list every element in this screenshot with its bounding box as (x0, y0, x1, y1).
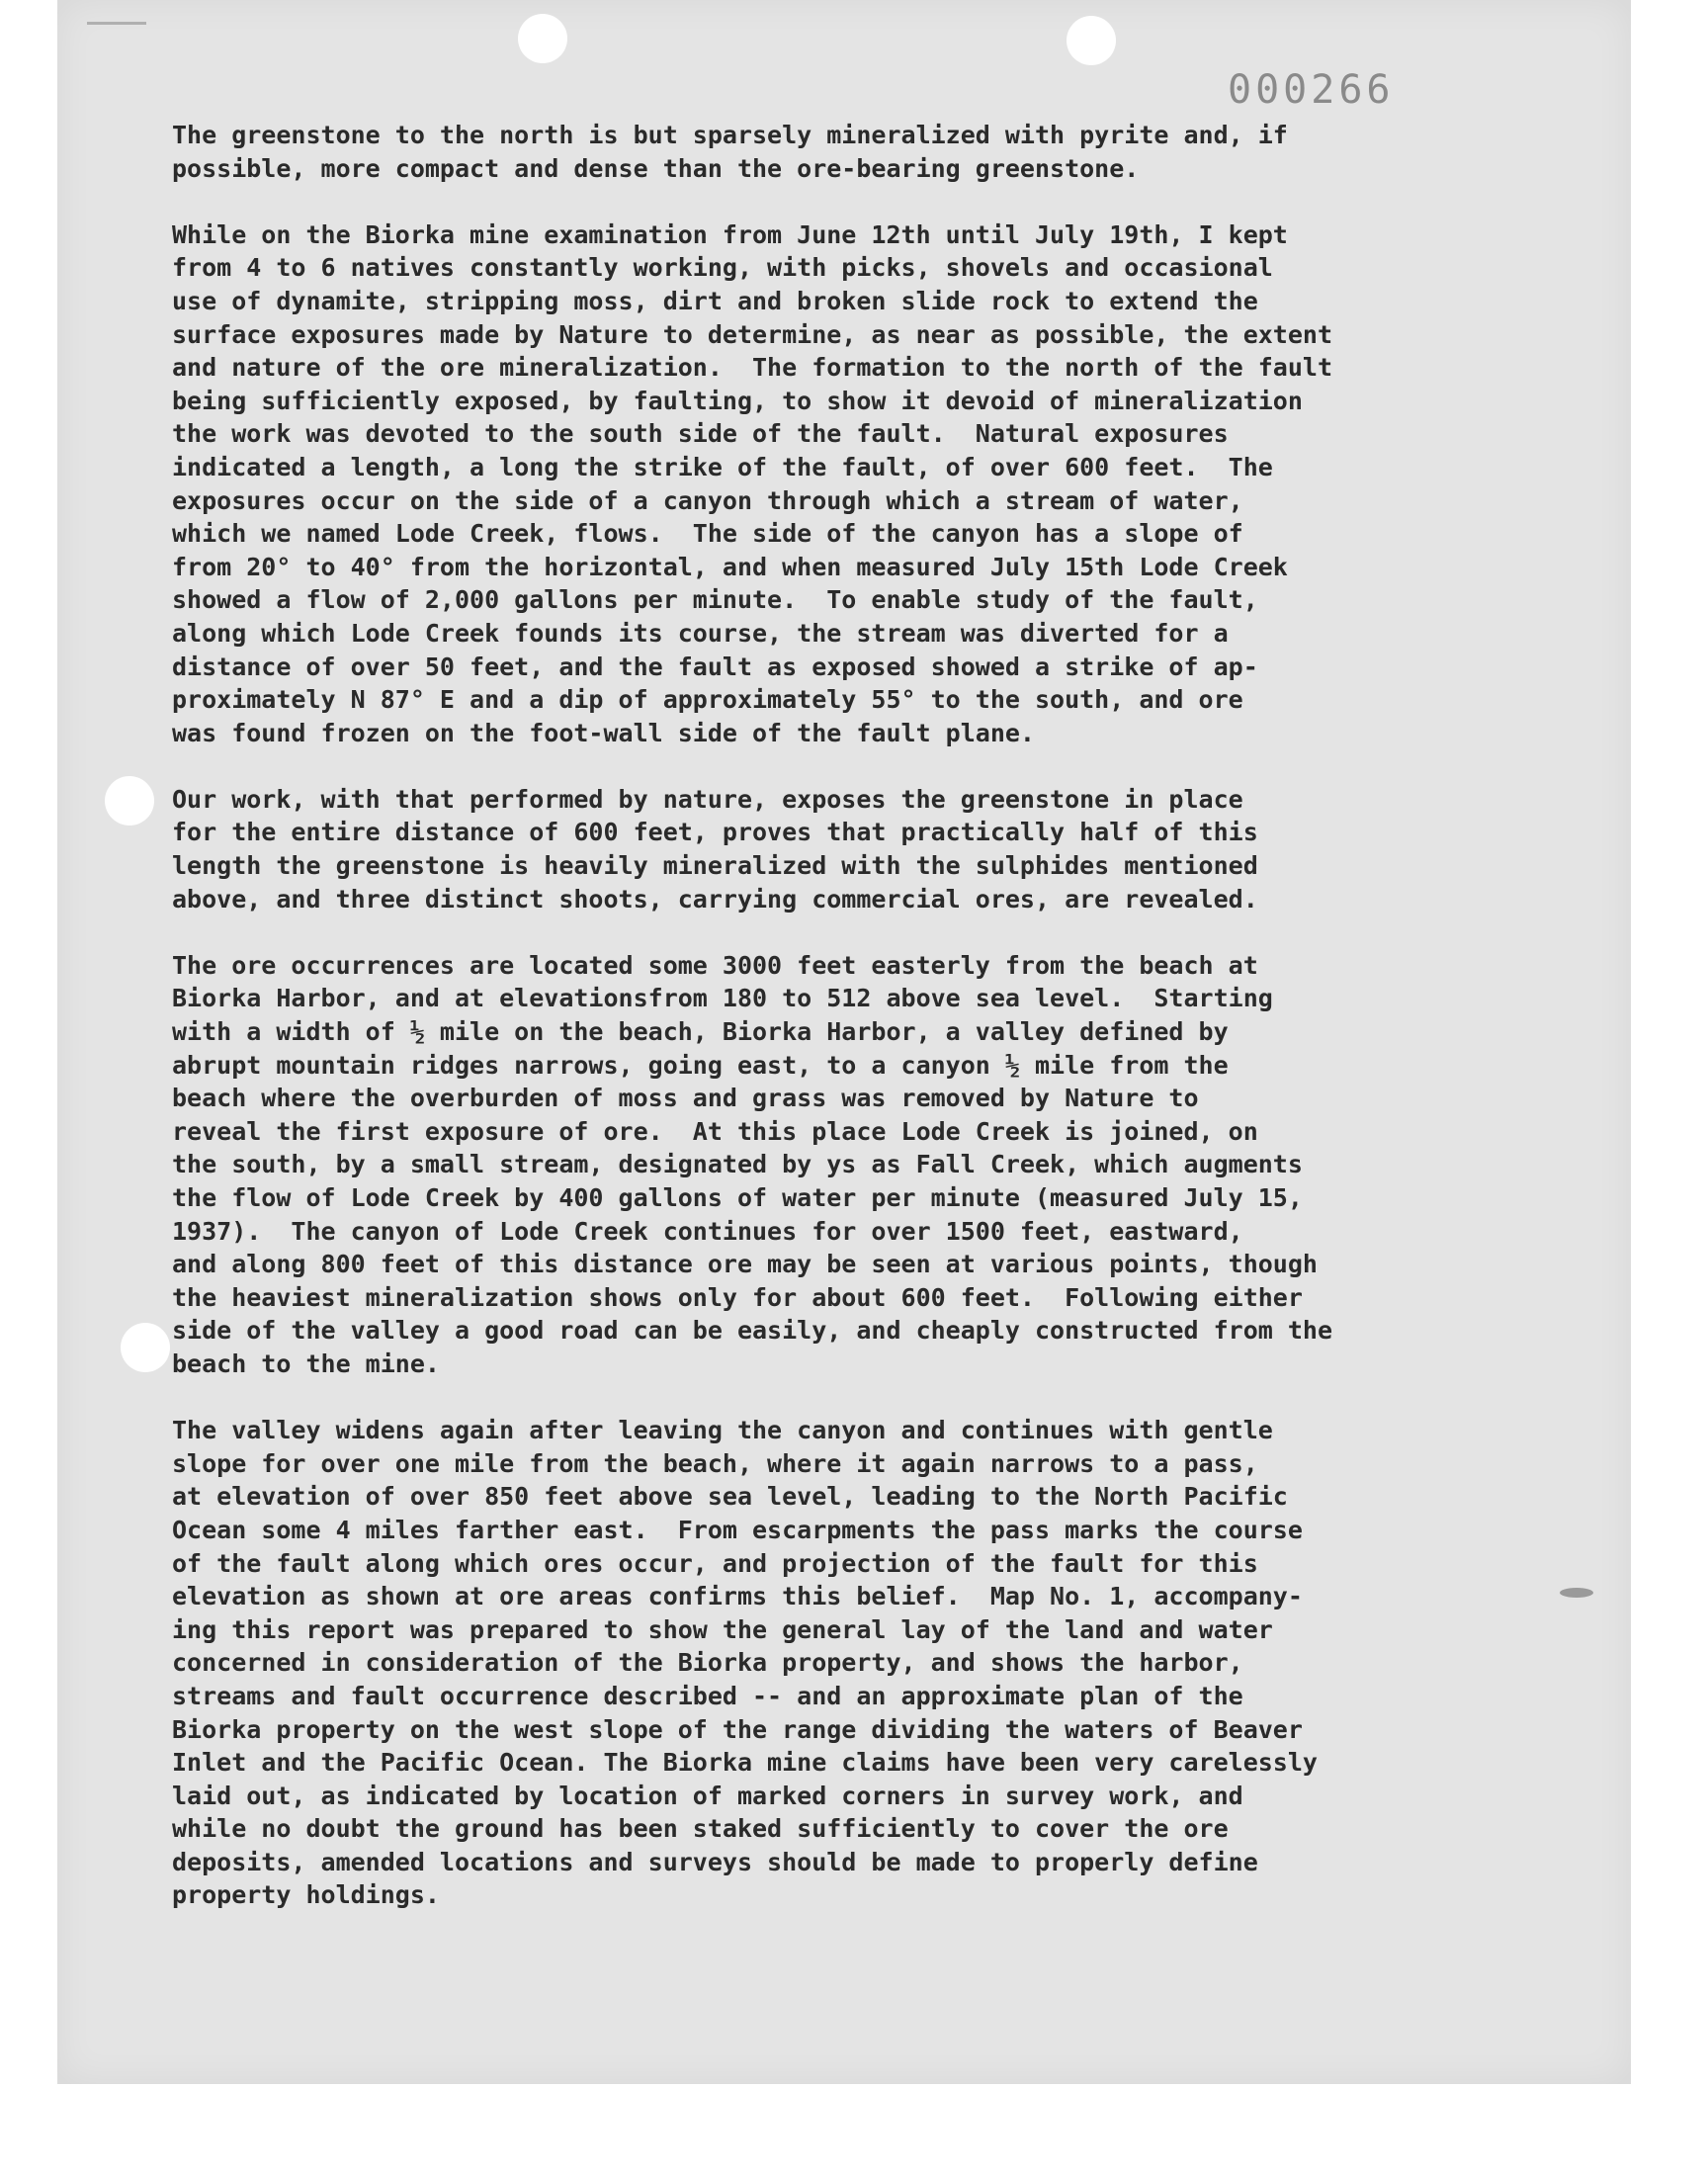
text-line: Ocean some 4 miles farther east. From escarpments the pass marks the course (172, 1515, 1303, 1544)
punch-hole (518, 14, 567, 63)
margin-mark (87, 22, 146, 25)
paragraph (172, 218, 1477, 750)
text-line: Our work, with that performed by nature, exposes the greenstone in place (172, 784, 1243, 814)
punch-hole (1067, 16, 1116, 65)
text-line: distance of over 50 feet, and the fault as exposed showed a strike of ap- (172, 652, 1258, 681)
text-line: length the greenstone is heavily mineralized with the sulphides mentioned (172, 851, 1258, 881)
text-line: from 20° to 40° from the horizontal, and when measured July 15th Lode Creek (172, 552, 1288, 581)
punch-hole (105, 776, 154, 826)
text-line: laid out, as indicated by location of marked corners in survey work, and (172, 1781, 1243, 1810)
paragraph (172, 119, 1477, 185)
text-line: being sufficiently exposed, by faulting, to show it devoid of mineralization (172, 386, 1303, 415)
text-line: 1937). The canyon of Lode Creek continues for over 1500 feet, eastward, (172, 1216, 1243, 1246)
text-line: The valley widens again after leaving the canyon and continues with gentle (172, 1416, 1273, 1445)
text-line: surface exposures made by Nature to determine, as near as possible, the extent (172, 319, 1332, 349)
paragraph (172, 1414, 1477, 1912)
text-line: Inlet and the Pacific Ocean. The Biorka mine claims have been very carelessly (172, 1748, 1318, 1778)
text-line: side of the valley a good road can be easily, and cheaply constructed from the (172, 1316, 1332, 1346)
paragraph (172, 783, 1477, 915)
text-line: reveal the first exposure of ore. At this place Lode Creek is joined, on (172, 1116, 1258, 1146)
text-line: streams and fault occurrence described -- and an approximate plan of the (172, 1681, 1243, 1710)
text-line: concerned in consideration of the Biorka property, and shows the harbor, (172, 1648, 1243, 1678)
text-line: the south, by a small stream, designated by ys as Fall Creek, which augments (172, 1150, 1303, 1179)
text-line: which we named Lode Creek, flows. The side of the canyon has a slope of (172, 519, 1243, 549)
text-line: Biorka property on the west slope of the range dividing the waters of Beaver (172, 1714, 1303, 1744)
text-line: indicated a length, a long the strike of the fault, of over 600 feet. The (172, 452, 1273, 481)
text-line: the work was devoted to the south side of the fault. Natural exposures (172, 419, 1229, 449)
text-line: property holdings. (172, 1880, 440, 1910)
text-line: The greenstone to the north is but sparsely mineralized with pyrite and, if (172, 121, 1288, 149)
text-line: and along 800 feet of this distance ore may be seen at various points, though (172, 1250, 1318, 1279)
paragraph (172, 949, 1477, 1381)
text-line: while no doubt the ground has been staked sufficiently to cover the ore (172, 1814, 1229, 1844)
text-line: showed a flow of 2,000 gallons per minute. To enable study of the fault, (172, 585, 1258, 615)
text-line: use of dynamite, stripping moss, dirt and broken slide rock to extend the (172, 286, 1258, 315)
text-line: slope for over one mile from the beach, where it again narrows to a pass, (172, 1448, 1258, 1478)
text-line: above, and three distinct shoots, carrying commercial ores, are revealed. (172, 884, 1258, 914)
text-line: exposures occur on the side of a canyon through which a stream of water, (172, 485, 1243, 515)
text-line: from 4 to 6 natives constantly working, with picks, shovels and occasional (172, 253, 1273, 283)
text-line: proximately N 87° E and a dip of approximately 55° to the south, and ore (172, 685, 1243, 715)
text-line: beach where the overburden of moss and grass was removed by Nature to (172, 1084, 1199, 1113)
scan-bottom-margin (0, 2084, 1708, 2175)
text-line: While on the Biorka mine examination from June 12th until July 19th, I kept (172, 219, 1288, 249)
text-line: the heaviest mineralization shows only for about 600 feet. Following either (172, 1282, 1303, 1312)
text-line: beach to the mine. (172, 1348, 440, 1378)
text-line: along which Lode Creek founds its course, the stream was diverted for a (172, 618, 1229, 648)
text-line: possible, more compact and dense than the ore-bearing greenstone. (172, 153, 1140, 183)
text-line: Biorka Harbor, and at elevationsfrom 180 to 512 above sea level. Starting (172, 984, 1273, 1013)
text-line: of the fault along which ores occur, and projection of the fault for this (172, 1548, 1258, 1578)
punch-hole (121, 1323, 170, 1372)
text-line: elevation as shown at ore areas confirms this belief. Map No. 1, accompany- (172, 1582, 1303, 1611)
text-line: at elevation of over 850 feet above sea level, leading to the North Pacific (172, 1482, 1288, 1512)
text-line: was found frozen on the foot-wall side of the fault plane. (172, 718, 1035, 747)
text-line: The ore occurrences are located some 3000 feet easterly from the beach at (172, 950, 1258, 980)
document-body (172, 119, 1477, 1946)
text-line: deposits, amended locations and surveys should be made to properly define (172, 1847, 1258, 1876)
ink-smudge (1560, 1588, 1593, 1598)
text-line: the flow of Lode Creek by 400 gallons of water per minute (measured July 15, (172, 1183, 1303, 1212)
text-line: for the entire distance of 600 feet, proves that practically half of this (172, 818, 1258, 847)
text-line: abrupt mountain ridges narrows, going east, to a canyon ½ mile from the (172, 1050, 1229, 1080)
text-line: with a width of ½ mile on the beach, Biorka Harbor, a valley defined by (172, 1017, 1229, 1047)
page-number: 000266 (1228, 67, 1395, 113)
text-line: and nature of the ore mineralization. The formation to the north of the fault (172, 353, 1332, 383)
text-line: ing this report was prepared to show the general lay of the land and water (172, 1614, 1273, 1644)
